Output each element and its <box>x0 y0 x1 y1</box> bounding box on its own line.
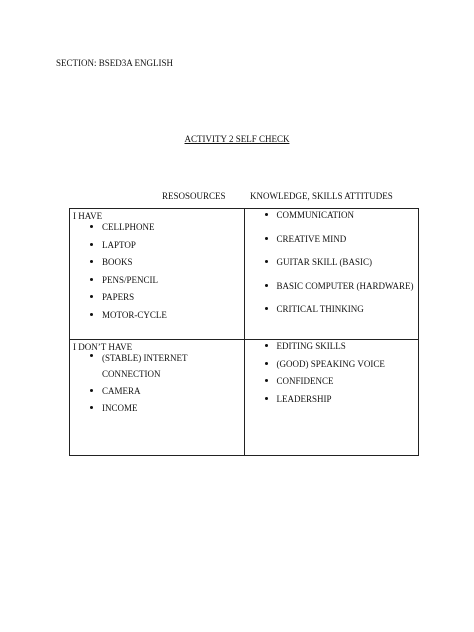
row-label-have: I HAVE <box>73 211 103 221</box>
list-item: LEADERSHIP <box>245 393 419 411</box>
list-item: INCOME <box>70 402 244 420</box>
list-item-line: (STABLE) INTERNET <box>102 353 188 363</box>
list-item <box>70 350 244 385</box>
activity-title: ACTIVITY 2 SELF CHECK <box>184 134 290 144</box>
have-skills-list <box>245 209 419 327</box>
list-item-line: CONNECTION <box>102 368 161 379</box>
list-item: COMMUNICATION <box>245 209 419 233</box>
list-item: (GOOD) SPEAKING VOICE <box>245 358 419 376</box>
section-line: SECTION: BSED3A ENGLISH <box>56 58 174 68</box>
cell-have-resources <box>70 209 245 340</box>
list-item: CREATIVE MIND <box>245 233 419 257</box>
list-item: CRITICAL THINKING <box>245 303 419 327</box>
dont-have-skills-list <box>245 340 419 410</box>
cell-dont-have-resources <box>70 340 245 456</box>
list-item: GUITAR SKILL (BASIC) <box>245 256 419 280</box>
cell-dont-have-skills <box>244 340 419 456</box>
list-item: PENS/PENCIL <box>70 274 244 292</box>
list-item: MOTOR-CYCLE <box>70 309 244 327</box>
list-item: PAPERS <box>70 291 244 309</box>
row-label-dont-have: I DON’T HAVE <box>73 342 133 352</box>
self-check-table <box>69 208 419 456</box>
table-row-dont-have <box>70 340 419 456</box>
column-header-knowledge: KNOWLEDGE, SKILLS ATTITUDES <box>250 191 393 201</box>
list-item: EDITING SKILLS <box>245 340 419 358</box>
cell-have-skills <box>244 209 419 340</box>
list-item: CAMERA <box>70 385 244 403</box>
list-item: BOOKS <box>70 256 244 274</box>
list-item: CONFIDENCE <box>245 375 419 393</box>
have-resources-list <box>70 221 244 326</box>
list-item: BASIC COMPUTER (HARDWARE) <box>245 280 419 304</box>
table-row-have <box>70 209 419 340</box>
dont-have-resources-list <box>70 350 244 420</box>
column-header-resources: RESOSOURCES <box>162 191 226 201</box>
list-item: LAPTOP <box>70 239 244 257</box>
list-item: CELLPHONE <box>70 221 244 239</box>
